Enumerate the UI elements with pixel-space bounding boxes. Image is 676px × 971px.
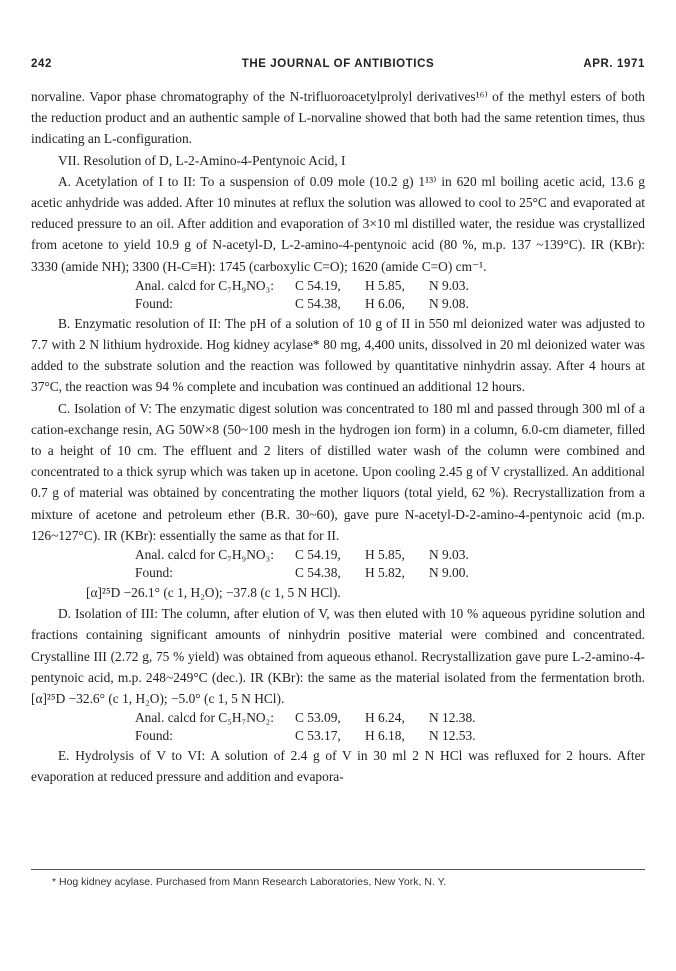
analysis-n: N 12.53. bbox=[429, 728, 476, 744]
analysis-n: N 9.08. bbox=[429, 295, 469, 311]
paragraph-norvaline: norvaline. Vapor phase chromatography of the N-trifluoroacetylprolyl derivatives¹⁶⁾ of the methyl esters of both the reduction product and an authentic sample of L-norvaline showed that both had the same retention times, thus indicating an L-configuration. bbox=[31, 89, 645, 147]
running-header bbox=[31, 54, 645, 72]
paragraph-isolation-iii: D. Isolation of III: The column, after elution of V, was then eluted with 10 % aqueous pyridine solution and fractions containing significant amounts of ninhydrin positive material were combined and concentrated. Crystalline III (2.72 g, 75 % yield) was obtained from aqueous ethanol. Recrystallization gave pure L-2-amino-4-pentynoic acid, m.p. 248~249°C (dec.). IR (KBr): the same as the material isolated from the fermentation broth. [α]²⁵D −32.6° (c 1, H₂O); −5.0° (c 1, 5 N HCl). bbox=[31, 606, 645, 707]
analysis-row-found bbox=[135, 295, 645, 313]
analysis-h: H 5.85, bbox=[365, 277, 405, 293]
optical-rotation: [α]²⁵D −26.1° (c 1, H₂O); −37.8 (c 1, 5 N HCl). bbox=[86, 585, 341, 601]
elemental-analysis-a bbox=[135, 277, 645, 313]
analysis-n: N 9.03. bbox=[429, 277, 469, 293]
analysis-label: Anal. calcd for C₇H₉NO₃: bbox=[135, 547, 274, 563]
analysis-h: H 6.24, bbox=[365, 710, 405, 726]
footnote: * Hog kidney acylase. Purchased from Mann Research Laboratories, New York, N. Y. bbox=[52, 876, 447, 888]
analysis-n: N 9.03. bbox=[429, 547, 469, 563]
paragraph-hydrolysis: E. Hydrolysis of V to VI: A solution of 2.4 g of V in 30 ml 2 N HCl was refluxed for 2 hours. After evaporation at reduced pressure and addition and evapora- bbox=[31, 748, 645, 785]
analysis-row-calcd bbox=[135, 709, 645, 727]
footnote-rule bbox=[31, 869, 645, 870]
analysis-c: C 54.38, bbox=[295, 565, 341, 581]
analysis-c: C 54.38, bbox=[295, 295, 341, 311]
analysis-label: Found: bbox=[135, 728, 173, 744]
analysis-h: H 5.85, bbox=[365, 547, 405, 563]
analysis-h: H 5.82, bbox=[365, 565, 405, 581]
article-body bbox=[31, 86, 645, 788]
paragraph-enzymatic-resolution: B. Enzymatic resolution of II: The pH of a solution of 10 g of II in 550 ml deionized water was adjusted to 7.7 with 2 N lithium hydroxide. Hog kidney acylase* 80 mg, 4,400 units, dissolved in 20 ml deionized water was added to the substrate solution and the reaction was followed by quantitative ninhydrin assay. After 4 hours at 37°C, the reaction was 94 % complete and incubation was continued an additional 12 hours. bbox=[31, 315, 645, 395]
analysis-row-found bbox=[135, 564, 645, 582]
section-heading: VII. Resolution of D, L-2-Amino-4-Pentynoic Acid, I bbox=[58, 152, 346, 168]
elemental-analysis-d bbox=[135, 709, 645, 745]
issue-date: APR. 1971 bbox=[583, 58, 645, 70]
analysis-row-calcd bbox=[135, 546, 645, 564]
paragraph-acetylation: A. Acetylation of I to II: To a suspension of 0.09 mole (10.2 g) 1¹³⁾ in 620 ml boiling acetic acid, 13.6 g acetic anhydride was added. After 10 minutes at reflux the solution was allowed to cool to 25°C and evaporated at reduced pressure to an oil. After addition and evaporation of 3×10 ml distilled water, the residue was crystallized from acetone to yield 10.9 g of N-acetyl-D, L-2-amino-4-pentynoic acid (80 %, m.p. 137 ~139°C). IR (KBr): 3330 (amide NH); 3300 (H-C≡H): 1745 (carboxylic C=O); 1620 (amide C=O) cm⁻¹. bbox=[31, 173, 645, 274]
analysis-label: Anal. calcd for C₇H₉NO₃: bbox=[135, 277, 274, 293]
analysis-c: C 54.19, bbox=[295, 547, 341, 563]
analysis-label: Anal. calcd for C₅H₇NO₂: bbox=[135, 710, 274, 726]
analysis-h: H 6.18, bbox=[365, 728, 405, 744]
journal-title: THE JOURNAL OF ANTIBIOTICS bbox=[241, 58, 435, 70]
analysis-c: C 54.19, bbox=[295, 277, 341, 293]
analysis-c: C 53.17, bbox=[295, 728, 341, 744]
analysis-label: Found: bbox=[135, 295, 173, 311]
analysis-row-calcd bbox=[135, 277, 645, 295]
analysis-row-found bbox=[135, 727, 645, 745]
analysis-c: C 53.09, bbox=[295, 710, 341, 726]
page-number: 242 bbox=[31, 58, 52, 70]
analysis-h: H 6.06, bbox=[365, 295, 405, 311]
paragraph-isolation-v: C. Isolation of V: The enzymatic digest solution was concentrated to 180 ml and passed through 300 ml of a cation-exchange resin, AG 50W×8 (50~100 mesh in the hydrogen ion form) in a column, 6.0-cm diameter, filled to a height of 10 cm. The effluent and 2 liters of distilled water wash of the column were combined and concentrated to a thick syrup which was taken up in acetone. Upon cooling 2.45 g of V crystallized. An additional 0.7 g of material was obtained by concentrating the mother liquors (total yield, 62 %). Recrystallization from a mixture of acetone and petroleum ether (B.R. 30~60), gave pure N-acetyl-D-2-amino-4-pentynoic acid (m.p. 126~127°C). IR (KBr): essentially the same as that for II. bbox=[31, 400, 645, 543]
analysis-label: Found: bbox=[135, 565, 173, 581]
analysis-n: N 9.00. bbox=[429, 565, 469, 581]
analysis-n: N 12.38. bbox=[429, 710, 476, 726]
elemental-analysis-c bbox=[135, 546, 645, 582]
